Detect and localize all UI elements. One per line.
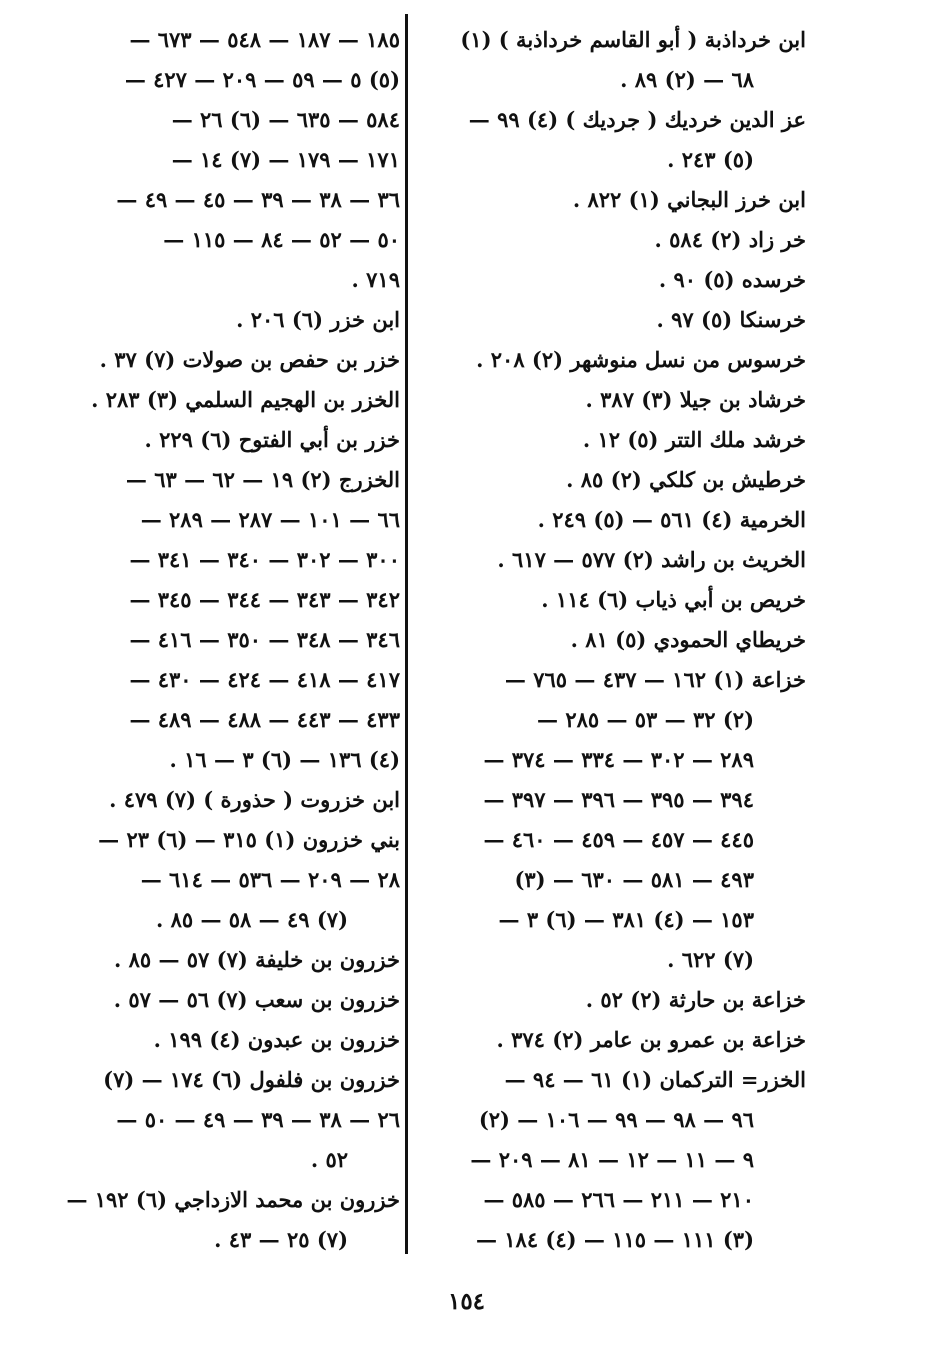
index-entry: خرسده (٥) ٩٠ .: [658, 267, 806, 292]
index-entry: الخريث بن راشد (٢) ٥٧٧ — ٦١٧ .: [497, 547, 806, 572]
index-entry-continuation: ٢٨ — ٢٠٩ — ٥٣٦ — ٦١٤ —: [140, 867, 400, 892]
index-entry-continuation: ٣٤٦ — ٣٤٨ — ٣٥٠ — ٤١٦ —: [129, 627, 400, 652]
left-column: [44, 20, 400, 1260]
index-entry: خريطاي الحمودي (٥) ٨١ .: [570, 627, 806, 652]
index-entry-continuation: (٣) ١١١ — ١١٥ — (٤) ١٨٤ —: [475, 1227, 754, 1252]
index-entry-continuation: ٢١٠ — ٢١١ — ٢٦٦ — ٥٨٥ —: [483, 1187, 754, 1212]
index-entry: خرطيش بن كلكي (٢) ٨٥ .: [566, 467, 806, 492]
index-entry-continuation: ٦٨ — (٢) ٨٩ .: [620, 67, 754, 92]
index-entry-continuation: ٧١٩ .: [351, 267, 400, 292]
index-entry: خزرون بن سعب (٧) ٥٦ — ٥٧ .: [113, 987, 400, 1012]
index-entry: خزر بن حفص بن صولات (٧) ٣٧ .: [99, 347, 400, 372]
index-entry: الخرمية (٤) ٥٦١ — (٥) ٢٤٩ .: [537, 507, 806, 532]
index-entry-continuation: ٤١٧ — ٤١٨ — ٤٢٤ — ٤٣٠ —: [129, 667, 400, 692]
index-entry-khazar: الخزر= التركمان (١) ٦١ — ٩٤ —: [504, 1067, 806, 1092]
index-entry-continuation: (٥) ٢٤٣ .: [667, 147, 754, 172]
index-entry-bani-khazrun: بني خزرون (١) ٣١٥ — (٦) ٢٣ —: [98, 827, 400, 852]
index-entry-continuation: ٥٨٤ — ٦٣٥ — (٦) ٢٦ —: [171, 107, 400, 132]
index-entry-continuation: ٥٢ .: [310, 1147, 348, 1172]
index-entry-continuation: ٩ — ١١ — ١٢ — ٨١ — ٢٠٩ —: [470, 1147, 754, 1172]
index-entry-continuation: (٤) ١٣٦ — (٦) ٣ — ١٦ .: [169, 747, 400, 772]
index-entry: خزرون بن خليفة (٧) ٥٧ — ٨٥ .: [113, 947, 400, 972]
page-number: ١٥٤: [447, 1288, 486, 1315]
index-entry: خرسوس من نسل منوشهر (٢) ٢٠٨ .: [476, 347, 806, 372]
index-entry-khazraj: الخزرج (٢) ١٩ — ٦٢ — ٦٣ —: [125, 467, 400, 492]
index-entry: خرشاد بن جيلا (٣) ٣٨٧ .: [585, 387, 806, 412]
index-entry-continuation: ٤٩٣ — ٥٨١ — ٦٣٠ — (٣): [514, 867, 754, 892]
index-entry-ibn-khurdadhbih: ابن خرداذبة ( أبو القاسم خرداذبة ) (١): [460, 27, 806, 52]
index-entry-continuation: (٥) ٥ — ٥٩ — ٢٠٩ — ٤٢٧ —: [124, 67, 400, 92]
index-entry: ابن خرز البجاني (١) ٨٢٢ .: [572, 187, 806, 212]
index-entry-continuation: (٢) ٣٢ — ٥٣ — ٢٨٥ —: [537, 707, 754, 732]
index-entry: خرشد ملك التتر (٥) ١٢ .: [582, 427, 806, 452]
index-entry: خزرون بن محمد الازداجي (٦) ١٩٢ —: [66, 1187, 400, 1212]
index-entry: خريص بن أبي ذياب (٦) ١١٤ .: [541, 587, 806, 612]
index-entry-continuation: ١٨٥ — ١٨٧ — ٥٤٨ — ٦٧٣ —: [129, 27, 400, 52]
index-entry-continuation: ٣٠٠ — ٣٠٢ — ٣٤٠ — ٣٤١ —: [129, 547, 400, 572]
index-entry: خزر بن أبي الفتوح (٦) ٢٢٩ .: [144, 427, 400, 452]
index-entry-continuation: (٧) ٢٥ — ٤٣ .: [214, 1227, 348, 1252]
index-entry-continuation: ٤٤٥ — ٤٥٧ — ٤٥٩ — ٤٦٠ —: [483, 827, 754, 852]
index-entry-continuation: ٣٩٤ — ٣٩٥ — ٣٩٦ — ٣٩٧ —: [483, 787, 754, 812]
index-entry: ابن خزروت ( حذورة ) (٧) ٤٧٩ .: [109, 787, 400, 812]
index-entry-continuation: ٢٨٩ — ٣٠٢ — ٣٣٤ — ٣٧٤ —: [483, 747, 754, 772]
index-entry-continuation: ٢٦ — ٣٨ — ٣٩ — ٤٩ — ٥٠ —: [116, 1107, 400, 1132]
index-entry-continuation: ٥٠ — ٥٢ — ٨٤ — ١١٥ —: [163, 227, 400, 252]
column-divider: [405, 14, 408, 1254]
index-entry: ابن خزر (٦) ٢٠٦ .: [236, 307, 400, 332]
right-column: [436, 20, 806, 1260]
index-entry: خزاعة بن عمرو بن عامر (٢) ٣٧٤ .: [496, 1027, 806, 1052]
index-entry-continuation: ٣٤٢ — ٣٤٣ — ٣٤٤ — ٣٤٥ —: [129, 587, 400, 612]
index-entry: الخزر بن الهجيم السلمي (٣) ٢٨٣ .: [91, 387, 400, 412]
index-entry: خزرون بن عبدون (٤) ١٩٩ .: [153, 1027, 400, 1052]
index-entry-continuation: (٧) ٤٩ — ٥٨ — ٨٥ .: [155, 907, 348, 932]
index-entry-continuation: ١٧١ — ١٧٩ — (٧) ١٤ —: [171, 147, 400, 172]
index-entry-continuation: ٩٦ — ٩٨ — ٩٩ — ١٠٦ — (٢): [478, 1107, 754, 1132]
index-entry: خرسنكا (٥) ٩٧ .: [656, 307, 806, 332]
index-entry: خر زاد (٢) ٥٨٤ .: [654, 227, 806, 252]
index-entry: خزاعة بن حارثة (٢) ٥٢ .: [585, 987, 806, 1012]
index-entry: خزرون بن فلفول (٦) ١٧٤ — (٧): [103, 1067, 400, 1092]
index-entry-continuation: ١٥٣ — (٤) ٣٨١ — (٦) ٣ —: [498, 907, 754, 932]
index-entry-khurdik: عز الدين خرديك ( جرديك ) (٤) ٩٩ —: [468, 107, 806, 132]
index-entry-continuation: ٦٦ — ١٠١ — ٢٨٧ — ٢٨٩ —: [140, 507, 400, 532]
index-entry-continuation: ٣٦ — ٣٨ — ٣٩ — ٤٥ — ٤٩ —: [116, 187, 400, 212]
index-entry-continuation: ٤٣٣ — ٤٤٣ — ٤٨٨ — ٤٨٩ —: [129, 707, 400, 732]
index-entry-continuation: (٧) ٦٢٢ .: [667, 947, 754, 972]
index-entry-khuzaa: خزاعة (١) ١٦٢ — ٤٣٧ — ٧٦٥ —: [504, 667, 806, 692]
